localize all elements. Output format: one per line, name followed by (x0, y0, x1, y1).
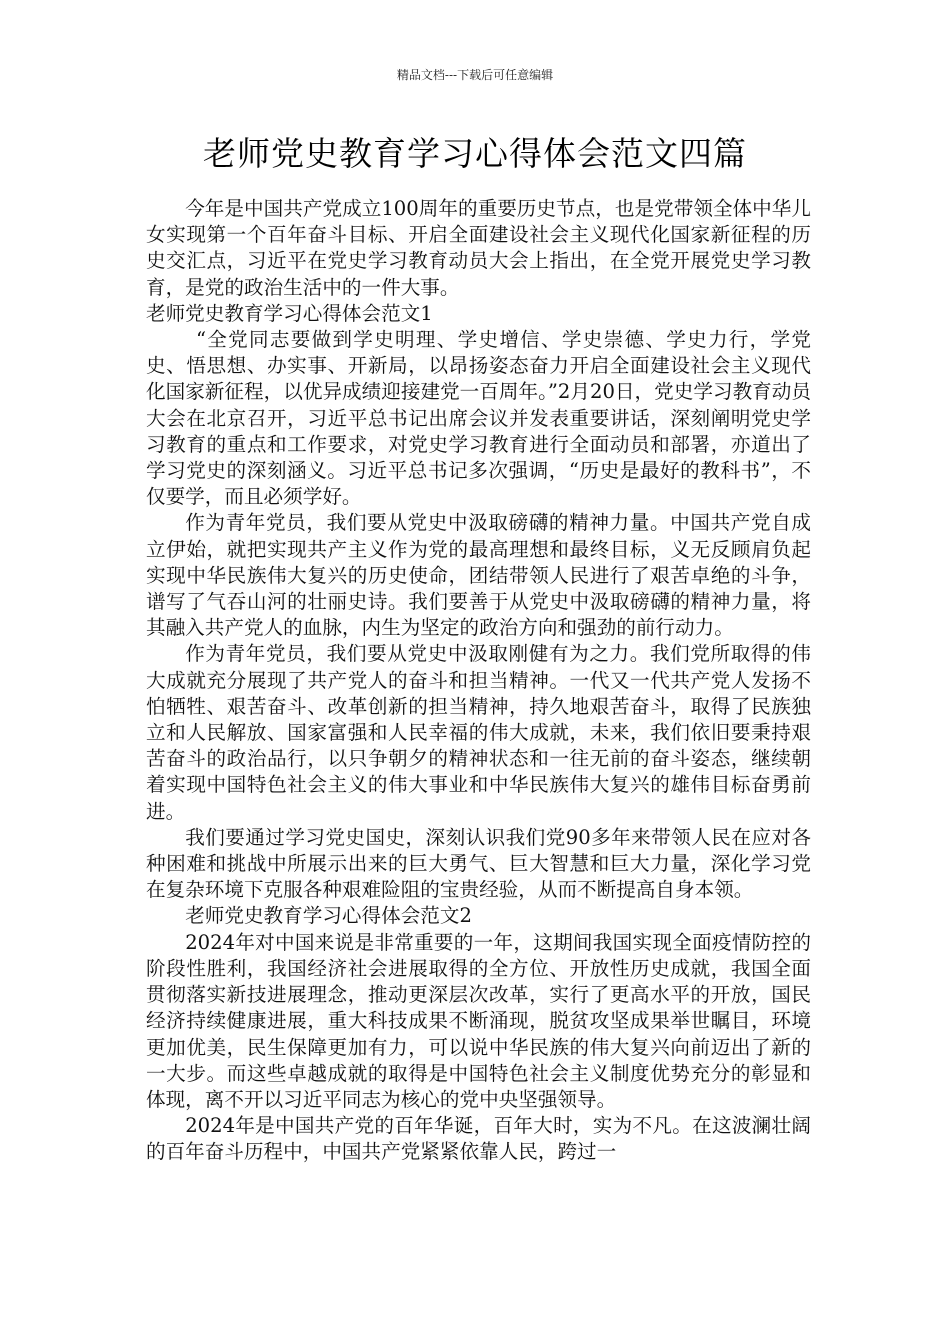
section-heading-1: 老师党史教育学习心得体会范文1 (146, 301, 433, 325)
document-title: 老师党史教育学习心得体会范文四篇 (203, 134, 747, 173)
paragraph: 我们要通过学习党史国史，深刻认识我们党90多年来带领人民在应对各种困难和挑战中所展示出来的巨大勇气、巨大智慧和巨大力量，深化学习党在复杂环境下克服各种艰难险阻的宝贵经验，从而不断提高自身本领。 (146, 825, 811, 902)
section-heading-2: 老师党史教育学习心得体会范文2 (185, 904, 472, 928)
document-body (146, 196, 811, 1166)
paragraph: 2024年对中国来说是非常重要的一年，这期间我国实现全面疫情防控的阶段性胜利，我国经济社会进展取得的全方位、开放性历史成就，我国全面贯彻落实新技进展理念，推动更深层次改革，实行了更高水平的开放，国民经济持续健康进展，重大科技成果不断涌现，脱贫攻坚成果举世瞩目，环境更加优美，民生保障更加有力，可以说中华民族的伟大复兴向前迈出了新的一大步。而这些卓越成就的取得是中国特色社会主义制度优势充分的彰显和体现，离不开以习近平同志为核心的党中央坚强领导。 (146, 930, 811, 1111)
paragraph: “全党同志要做到学史明理、学史增信、学史崇德、学史力行，学党史、悟思想、办实事、开新局，以昂扬姿态奋力开启全面建设社会主义现代化国家新征程，以优异成绩迎接建党一百周年。”2月20日，党史学习教育动员大会在北京召开，习近平总书记出席会议并发表重要讲话，深刻阐明党史学习教育的重点和工作要求，对党史学习教育进行全面动员和部署，亦道出了学习党史的深刻涵义。习近平总书记多次强调，“历史是最好的教科书”，不仅要学，而且必须学好。 (146, 328, 811, 509)
paragraph: 作为青年党员，我们要从党史中汲取磅礴的精神力量。中国共产党自成立伊始，就把实现共产主义作为党的最高理想和最终目标，义无反顾肩负起实现中华民族伟大复兴的历史使命，团结带领人民进行了艰苦卓绝的斗争，谱写了气吞山河的壮丽史诗。我们要善于从党史中汲取磅礴的精神力量，将其融入共产党人的血脉，内生为坚定的政治方向和强劲的前行动力。 (146, 511, 811, 640)
page-header: 精品文档---下载后可任意编辑 (396, 68, 554, 82)
paragraph: 作为青年党员，我们要从党史中汲取刚健有为之力。我们党所取得的伟大成就充分展现了共产党人的奋斗和担当精神。一代又一代共产党人发扬不怕牺牲、艰苦奋斗、改革创新的担当精神，持久地艰苦奋斗，取得了民族独立和人民解放、国家富强和人民幸福的伟大成就，未来，我们依旧要秉持艰苦奋斗的政治品行，以只争朝夕的精神状态和一往无前的奋斗姿态，继续朝着实现中国特色社会主义的伟大事业和中华民族伟大复兴的雄伟目标奋勇前进。 (146, 642, 811, 823)
paragraph: 2024年是中国共产党的百年华诞，百年大时，实为不凡。在这波澜壮阔的百年奋斗历程中，中国共产党紧紧依靠人民，跨过一 (146, 1114, 811, 1164)
paragraph-intro: 今年是中国共产党成立100周年的重要历史节点，也是党带领全体中华儿女实现第一个百年奋斗目标、开启全面建设社会主义现代化国家新征程的历史交汇点，习近平在党史学习教育动员大会上指出，在全党开展党史学习教育，是党的政治生活中的一件大事。 (146, 197, 811, 299)
